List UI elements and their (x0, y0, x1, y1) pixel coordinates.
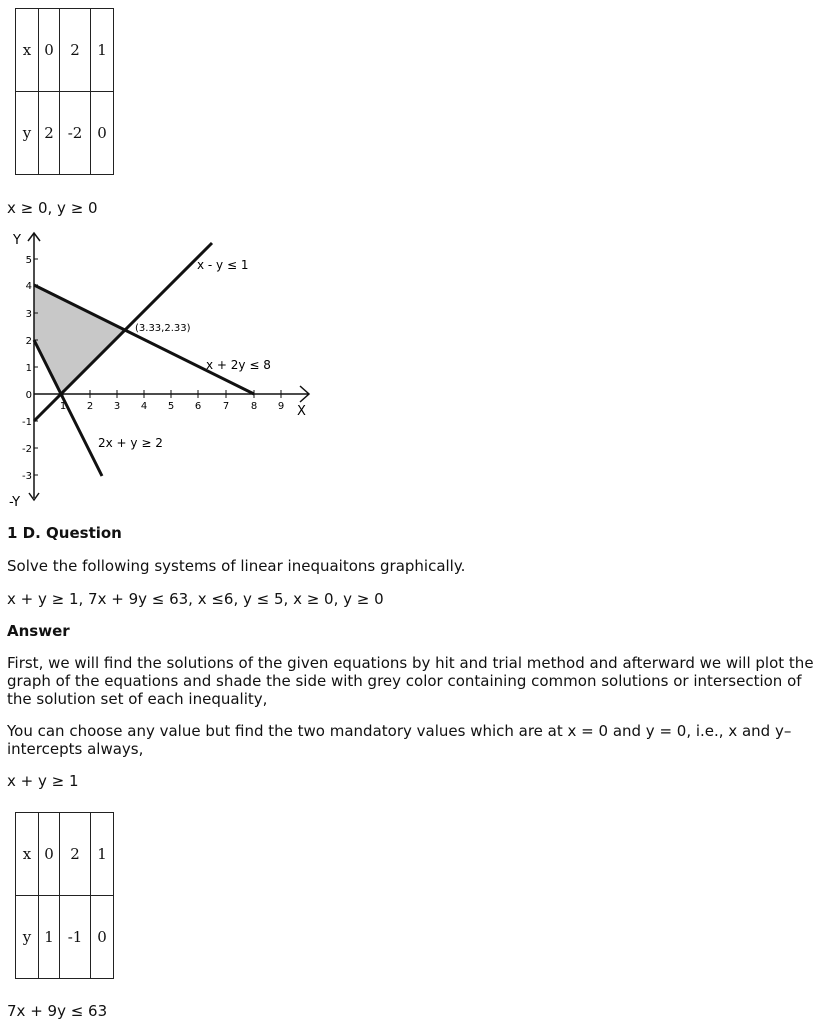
x-tick-label: 7 (222, 401, 230, 412)
y-tick-label: 4 (25, 281, 32, 292)
table1-x-label: x (16, 9, 39, 92)
inequality-1: x + y ≥ 1 (7, 772, 79, 790)
table2-x-cell: 1 (91, 813, 114, 896)
line-label-x-minus-y: x - y ≤ 1 (197, 258, 249, 272)
x-tick-label: 9 (277, 401, 285, 412)
line-label-2x-plus-y: 2x + y ≥ 2 (98, 436, 163, 450)
x-axis-label: X (297, 404, 306, 419)
table2-y-cell: -1 (60, 896, 91, 979)
x-tick-label: 6 (194, 401, 202, 412)
answer-paragraph-1: First, we will find the solutions of the given equations by hit and trial method and afterward we will plot the graph of the equations and shade the side with grey color containing common solutions or intersection of the solution set of each inequality, (7, 654, 814, 708)
table1-y-cell: 2 (39, 92, 60, 175)
condition-text: x ≥ 0, y ≥ 0 (7, 199, 98, 217)
y-axis-label: Y (13, 233, 21, 248)
y-tick-label: -2 (22, 444, 32, 455)
neg-y-axis-label: -Y (9, 495, 21, 510)
y-tick-label: -1 (22, 417, 32, 428)
line-label-x-plus-2y: x + 2y ≤ 8 (206, 358, 271, 372)
feasible-region (34, 285, 126, 394)
question-title: 1 D. Question (7, 524, 122, 542)
x-tick-label: 5 (167, 401, 175, 412)
table1-y-cell: -2 (60, 92, 91, 175)
table2-y-cell: 1 (39, 896, 60, 979)
table2-x-cell: 2 (60, 813, 91, 896)
values-table-2 (15, 812, 114, 979)
intersection-point-label: (3.33,2.33) (135, 323, 191, 334)
table1-y-cell: 0 (91, 92, 114, 175)
table1-x-cell: 0 (39, 9, 60, 92)
y-tick-label: -3 (22, 471, 32, 482)
y-tick-label: 0 (25, 390, 32, 401)
table2-y-label: y (16, 896, 39, 979)
x-tick-label: 3 (113, 401, 121, 412)
answer-title: Answer (7, 622, 70, 640)
table2-x-label: x (16, 813, 39, 896)
y-tick-label: 3 (25, 309, 32, 320)
inequalities-list: x + y ≥ 1, 7x + 9y ≤ 63, x ≤6, y ≤ 5, x ≥ 0, y ≥ 0 (7, 590, 384, 608)
question-text: Solve the following systems of linear inequaitons graphically. (7, 557, 466, 575)
values-table-1 (15, 8, 114, 175)
answer-paragraph-2: You can choose any value but find the two mandatory values which are at x = 0 and y = 0, i.e., x and y–intercepts always, (7, 722, 792, 758)
table1-x-cell: 1 (91, 9, 114, 92)
table2-x-cell: 0 (39, 813, 60, 896)
table1-y-label: y (16, 92, 39, 175)
table2-y-cell: 0 (91, 896, 114, 979)
x-tick-label: 2 (86, 401, 94, 412)
table1-x-cell: 2 (60, 9, 91, 92)
y-tick-label: 5 (25, 255, 32, 266)
y-tick-label: 2 (25, 336, 32, 347)
x-tick-label: 4 (140, 401, 148, 412)
inequality-graph (0, 226, 330, 516)
inequality-2: 7x + 9y ≤ 63 (7, 1002, 108, 1020)
y-tick-label: 1 (25, 363, 32, 374)
x-tick-label: 8 (250, 401, 258, 412)
x-tick-label: 1 (59, 401, 67, 412)
